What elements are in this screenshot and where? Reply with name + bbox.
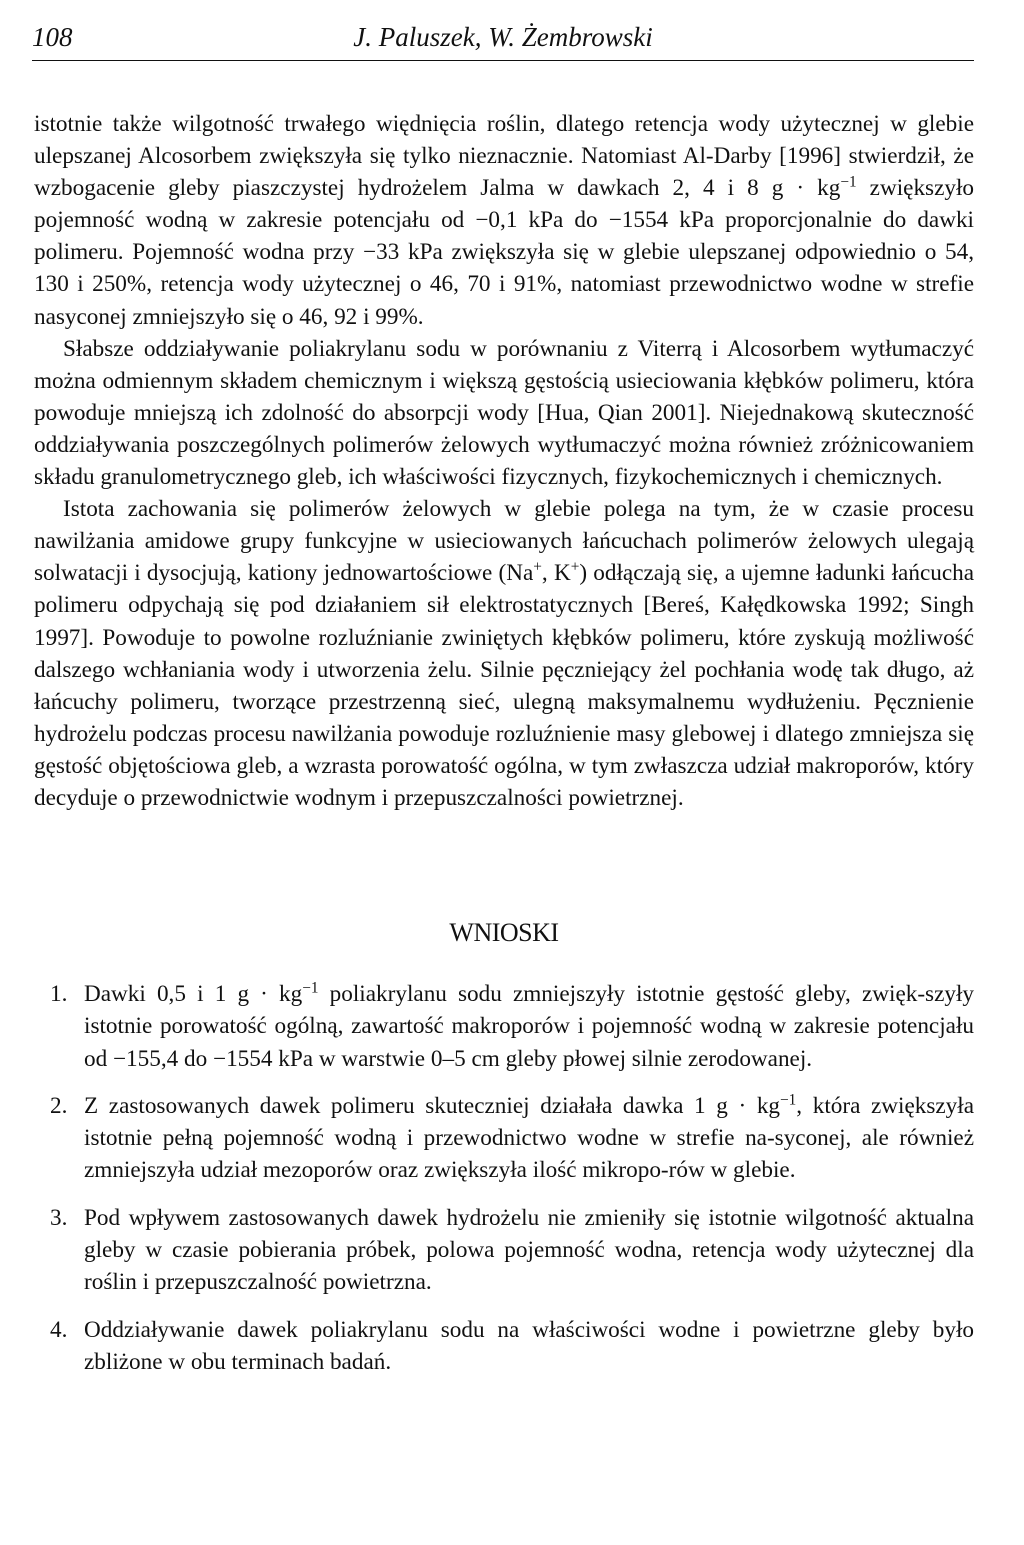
paragraph-2: Słabsze oddziaływanie poliakrylanu sodu w porównaniu z Viterrą i Alcosorbem wytłumaczyć można odmiennym składem chemicznym i większą gęstością usieciowania kłębków polimeru, która powoduje mniejszą ich zdolność do absorpcji wody [Hua, Qian 2001]. Niejednakową skuteczność oddziaływania poszczególnych polimerów żelowych wytłumaczyć można również zróżnicowaniem składu granulometrycznego gleb, ich właściwości fizycznych, fizykochemicznych i chemicznych. (34, 335, 974, 491)
paragraph-3-part-a: Istota zachowania się polimerów żelowych w glebie polega na tym, że w czasie procesu nawilżania amidowe grupy funkcyjne w usieciowanych łańcuchach polimerów żelowych ulegają solwatacji i dysocjują, kationy jednowartościowe (Na (34, 496, 974, 587)
list-item (34, 978, 974, 1075)
running-header-authors: J. Paluszek, W. Żembrowski (353, 22, 653, 52)
paragraph-1 (34, 108, 974, 333)
paragraph-3-part-c: ) odłączają się, a ujemne ładunki łańcucha polimeru odpychają się pod działaniem sił elektrostatycznych [Bereś, Kałędkowska 1992; Singh 1997]. Powoduje to powolne rozluźnianie zwiniętych kłębków polimeru, które zyskują możliwość dalszego wchłaniania wody i utworzenia żelu. Silnie pęczniejący żel pochłania wodę tak długo, aż łańcuchy polimeru, tworzące przestrzenną sieć, ulegną maksymalnemu wydłużeniu. Pęcznienie hydrożelu podczas procesu nawilżania powoduje rozluźnienie masy glebowej i dlatego zmniejsza się gęstość objętościowa gleb, a wzrasta porowatość ogólna, w tym zwłaszcza udział makroporów, który decyduje o przewodnictwie wodnym i przepuszczalności powietrznej. (34, 560, 975, 811)
paragraph-1-part-a: istotnie także wilgotność trwałego więdnięcia roślin, dlatego retencja wody użytecznej w glebie ulepszanej Alcosorbem zwiększyła się tylko nieznacznie. Natomiast Al-Darby [1996] stwierdził, że wzbogacenie gleby piaszczystej hydrożelem Jalma w dawkach 2, 4 i 8 g · kg (34, 111, 974, 202)
running-header (32, 20, 974, 61)
list-item (34, 1202, 974, 1299)
body-text (34, 108, 974, 814)
list-item-text: , która zwiększyła istotnie pełną pojemność wodną i przewodnictwo wodne w strefie na-syconej, ale również zmniejszyła udział mezoporów oraz zwiększyła ilość mikropo-rów w glebie. (84, 1092, 974, 1184)
list-item-text: Pod wpływem zastosowanych dawek hydrożelu nie zmieniły się istotnie wilgotność aktualna gleby w czasie pobierania próbek, polowa pojemność wodna, retencja wody użytecznej dla roślin i przepuszczalność powietrzna. (84, 1204, 974, 1296)
superscript: + (533, 558, 542, 576)
list-item-text: Oddziaływanie dawek poliakrylanu sodu na właściwości wodne i powietrzne gleby było zbliżone w obu terminach badań. (84, 1316, 974, 1375)
paragraph-1-part-b: zwiększyło pojemność wodną w zakresie potencjału od −0,1 kPa do −1554 kPa proporcjonalnie do dawki polimeru. Pojemność wodna przy −33 kPa zwiększyła się w glebie ulepszanej odpowiednio o 54, 130 i 250%, retencja wody użytecznej o 46, 70 i 91%, natomiast przewodnictwo wodne w strefie nasyconej zmniejszyło się o 46, 92 i 99%. (34, 175, 974, 330)
paragraph-3-part-b: , K (541, 560, 571, 587)
section-heading: WNIOSKI (449, 918, 559, 947)
list-item-text: Dawki 0,5 i 1 g · kg (84, 981, 303, 1007)
superscript: −1 (840, 173, 857, 191)
list-item-number: 3. (50, 1204, 68, 1231)
list-item (34, 1090, 974, 1187)
superscript: −1 (302, 979, 319, 997)
list-item-text: Z zastosowanych dawek polimeru skuteczniej działała dawka 1 g · kg (84, 1092, 781, 1119)
page-number: 108 (32, 22, 73, 52)
list-item (34, 1314, 974, 1379)
list-item-number: 4. (50, 1316, 68, 1343)
superscript: + (570, 558, 580, 576)
superscript: −1 (780, 1091, 797, 1109)
conclusions-list (34, 978, 974, 1393)
paragraph-3 (34, 493, 974, 814)
list-item-number: 2. (50, 1092, 68, 1119)
list-item-number: 1. (50, 981, 68, 1007)
list-item-text: poliakrylanu sodu zmniejszyły istotnie gęstość gleby, zwięk-szyły istotnie porowatość ogólną, zawartość makroporów i pojemność wodną w zakresie potencjału od −155,4 do −1554 kPa w warstwie 0–5 cm gleby płowej silnie zerodowanej. (84, 981, 974, 1072)
